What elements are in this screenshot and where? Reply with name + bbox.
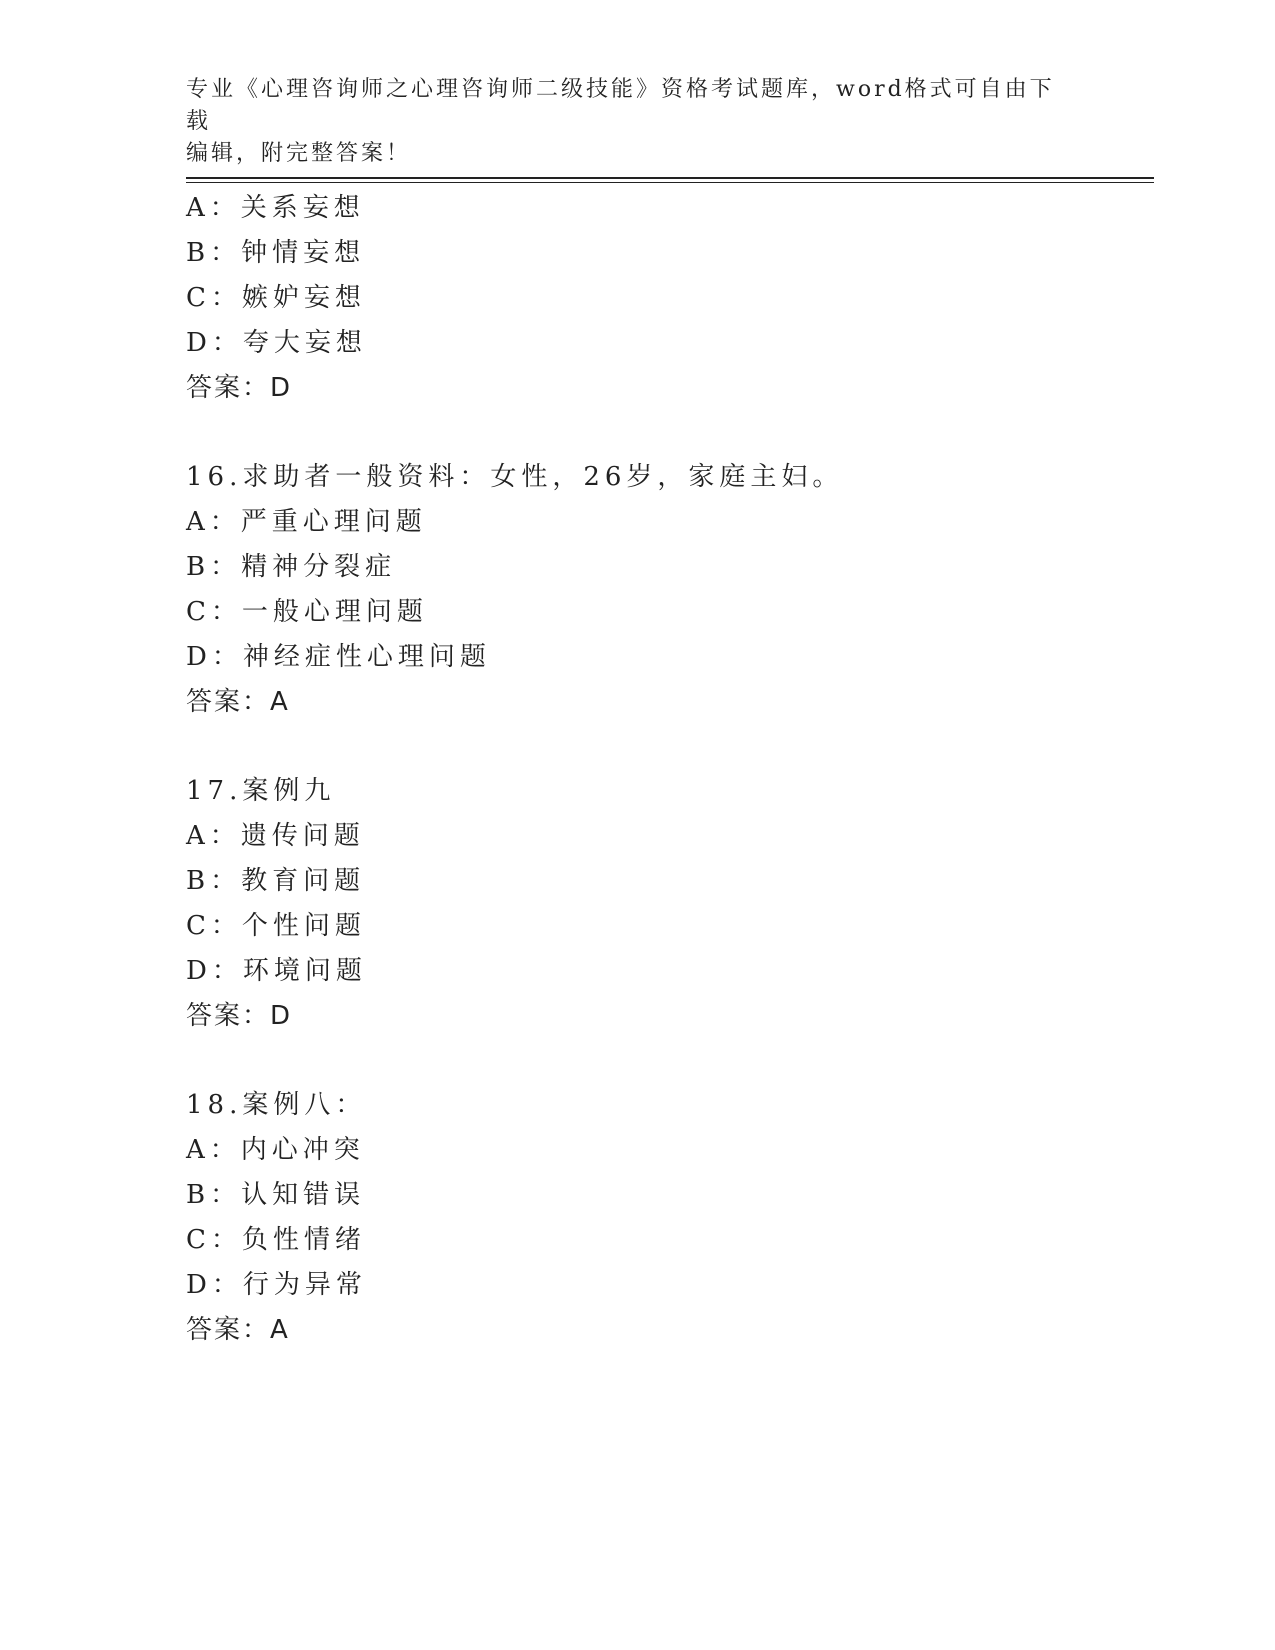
option-a: A：关系妄想: [186, 193, 365, 223]
answer-line: 答案：A: [186, 1315, 290, 1345]
answer-line: 答案：D: [186, 1001, 293, 1031]
option-b: B：教育问题: [186, 866, 366, 896]
option-c: C：一般心理问题: [186, 597, 428, 627]
option-c: C：个性问题: [186, 911, 366, 941]
option-c: C：负性情绪: [186, 1225, 366, 1255]
option-d: D：神经症性心理问题: [186, 642, 491, 672]
header-line-1: 专业《心理咨询师之心理咨询师二级技能》资格考试题库，word格式可自由下载: [186, 77, 1055, 134]
option-d: D：行为异常: [186, 1270, 367, 1300]
header-divider-thick: [186, 177, 1154, 179]
question-stem: 17.案例九: [186, 776, 336, 806]
option-a: A：严重心理问题: [186, 507, 427, 537]
option-c: C：嫉妒妄想: [186, 283, 366, 313]
option-a: A：遗传问题: [186, 821, 365, 851]
option-d: D：夸大妄想: [186, 328, 367, 358]
option-a: A：内心冲突: [186, 1135, 365, 1165]
question-stem: 16.求助者一般资料：女性，26岁，家庭主妇。: [186, 462, 844, 492]
option-b: B：认知错误: [186, 1180, 366, 1210]
option-d: D：环境问题: [186, 956, 367, 986]
document-header: [186, 74, 1066, 170]
option-b: B：钟情妄想: [186, 238, 366, 268]
answer-line: 答案：A: [186, 687, 290, 717]
header-divider-thin: [186, 182, 1154, 183]
question-stem: 18.案例八：: [186, 1090, 367, 1120]
header-line-2: 编辑，附完整答案！: [186, 141, 412, 166]
option-b: B：精神分裂症: [186, 552, 397, 582]
answer-line: 答案：D: [186, 373, 293, 403]
